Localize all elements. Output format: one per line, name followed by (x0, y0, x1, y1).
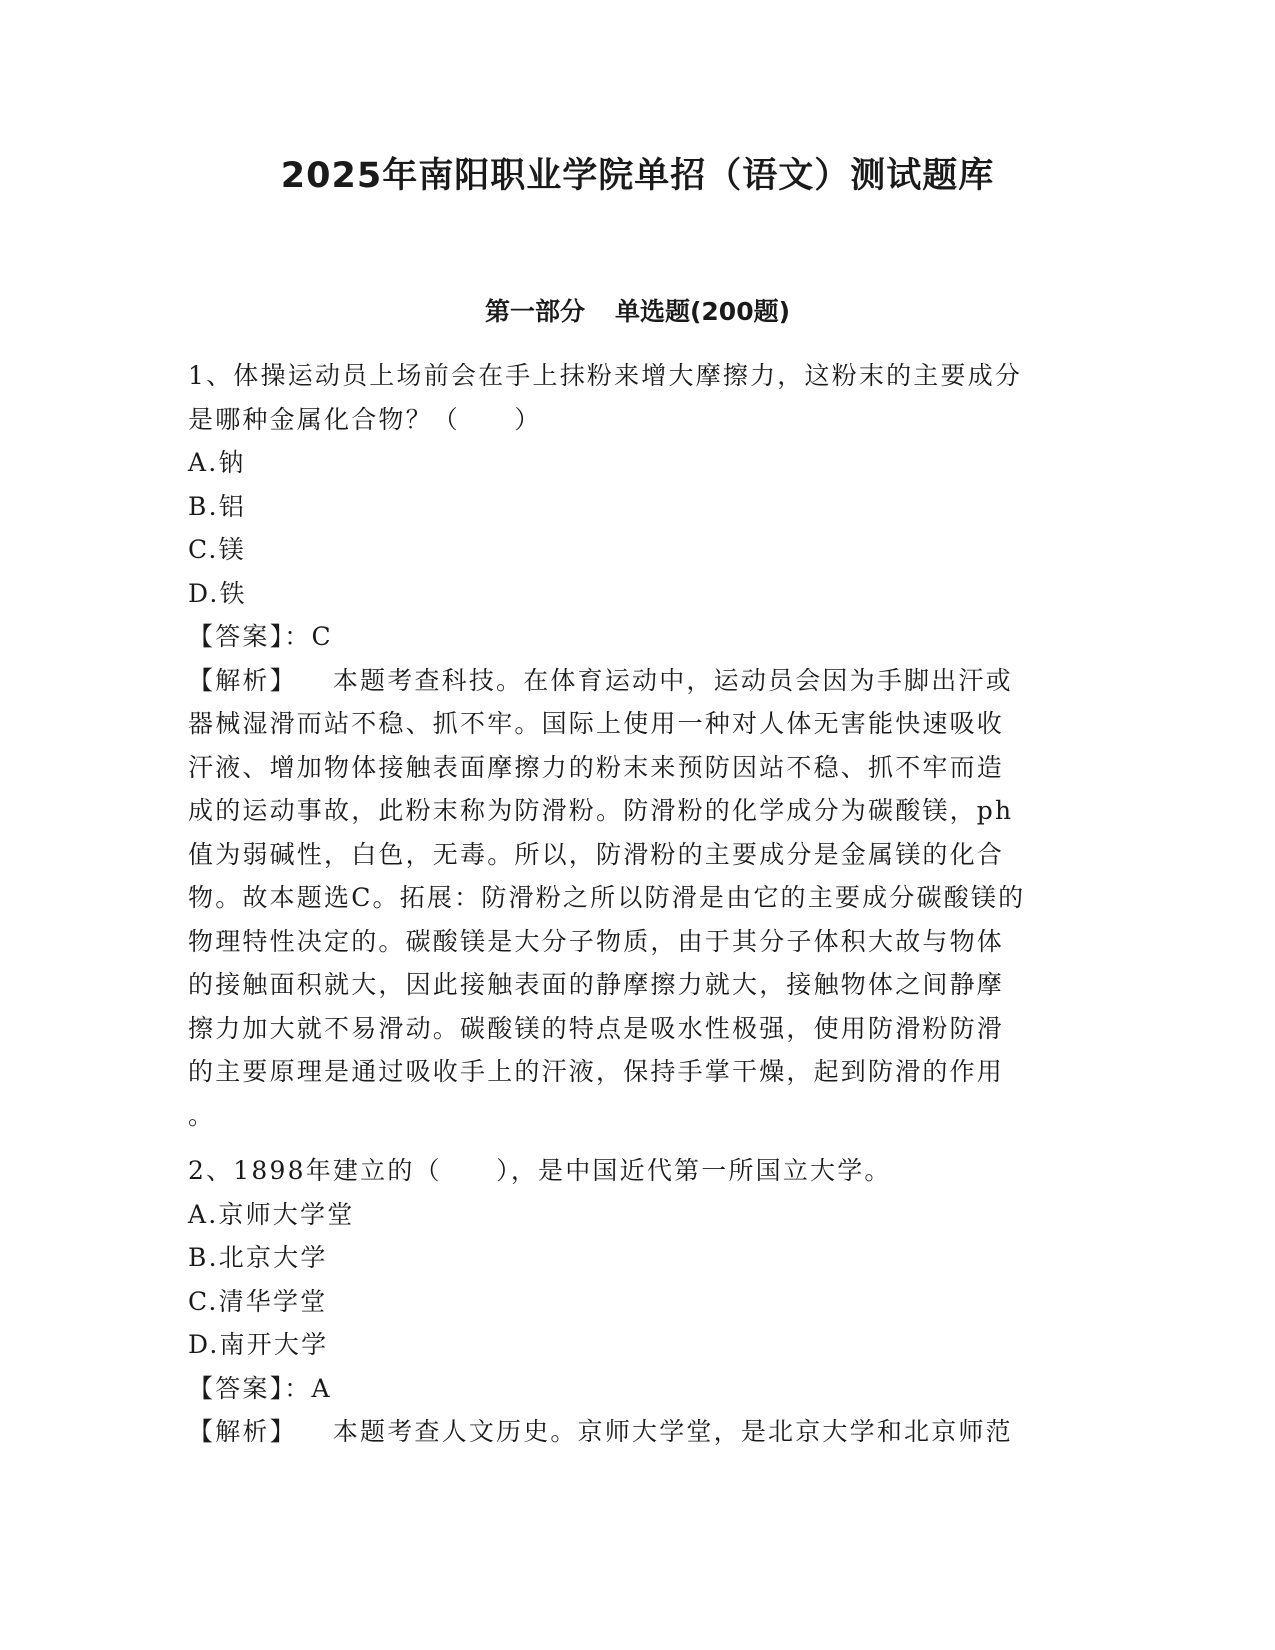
analysis-line: 的接触面积就大，因此接触表面的静摩擦力就大，接触物体之间静摩 (188, 970, 1005, 999)
question-list (188, 354, 1088, 1454)
section-title (0, 292, 1275, 328)
answer-value: A (311, 1373, 332, 1403)
analysis-line: 汗液、增加物体接触表面摩擦力的粉末来预防因站不稳、抓不牢而造 (188, 752, 1005, 782)
analysis-line: 的主要原理是通过吸收手上的汗液，保持手掌干燥，起到防滑的作用 (188, 1057, 1005, 1086)
answer-value: C (311, 622, 333, 651)
analysis-line: 物。故本题选C。拓展：防滑粉之所以防滑是由它的主要成分碳酸镁的 (188, 883, 1026, 912)
answer-label: 【答案】： (188, 622, 312, 651)
option-a: A.钠 (188, 448, 246, 477)
analysis-line: 值为弱碱性，白色，无毒。所以，防滑粉的主要成分是金属镁的化合 (188, 839, 1005, 869)
option-c: C.镁 (188, 535, 246, 564)
question-stem-line: 2、1898年建立的（ ），是中国近代第一所国立大学。 (188, 1156, 892, 1185)
analysis-line (188, 659, 1088, 703)
analysis-label: 【解析】 (188, 1417, 297, 1446)
analysis-text: 本题考查科技。在体育运动中，运动员会因为手脚出汗或 (332, 665, 1013, 695)
question-2 (188, 1149, 1088, 1454)
option-b: B.北京大学 (188, 1243, 328, 1272)
analysis-line (188, 1410, 1088, 1454)
answer-line (188, 1367, 1088, 1411)
analysis-line: 擦力加大就不易滑动。碳酸镁的特点是吸水性极强，使用防滑粉防滑 (188, 1013, 1005, 1043)
question-1 (188, 354, 1088, 1137)
section-name-label: 单选题(200题) (614, 297, 791, 326)
answer-label: 【答案】： (188, 1373, 312, 1403)
analysis-line: 成的运动事故，此粉末称为防滑粉。防滑粉的化学成分为碳酸镁，ph (188, 796, 1014, 825)
option-a: A.京师大学堂 (188, 1199, 355, 1229)
option-b: B.铝 (188, 491, 246, 521)
option-c: C.清华学堂 (188, 1286, 328, 1316)
question-stem-line: 是哪种金属化合物？（ ） (188, 404, 542, 434)
analysis-line: 器械湿滑而站不稳、抓不牢。国际上使用一种对人体无害能快速吸收 (188, 709, 1005, 738)
answer-line (188, 615, 1088, 659)
analysis-line: 物理特性决定的。碳酸镁是大分子物质，由于其分子体积大故与物体 (188, 926, 1005, 956)
analysis-line: 。 (188, 1100, 216, 1130)
analysis-label: 【解析】 (188, 665, 297, 695)
section-part-label: 第一部分 (484, 297, 585, 326)
question-stem-line: 1、体操运动员上场前会在手上抹粉来增大摩擦力，这粉末的主要成分 (188, 361, 1023, 390)
option-d: D.铁 (188, 578, 247, 608)
analysis-text: 本题考查人文历史。京师大学堂，是北京大学和北京师范 (332, 1417, 1013, 1446)
document-title: 2025年南阳职业学院单招（语文）测试题库 (280, 156, 995, 196)
option-d: D.南开大学 (188, 1330, 329, 1359)
